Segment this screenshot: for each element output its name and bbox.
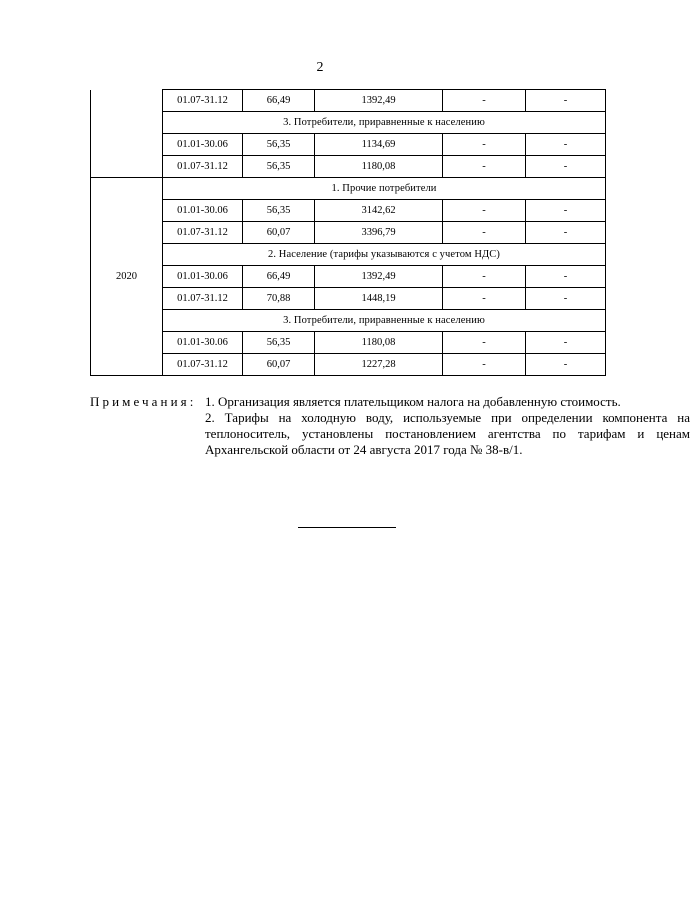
empty-value-cell: - xyxy=(526,200,606,222)
table-row xyxy=(91,200,606,222)
rate-cell: 66,49 xyxy=(243,90,315,112)
table-row xyxy=(91,288,606,310)
rate-cell: 56,35 xyxy=(243,200,315,222)
empty-value-cell: - xyxy=(443,266,526,288)
empty-value-cell: - xyxy=(526,332,606,354)
rate-cell: 60,07 xyxy=(243,354,315,376)
period-cell: 01.07-31.12 xyxy=(163,222,243,244)
empty-value-cell: - xyxy=(526,354,606,376)
page-number: 2 xyxy=(316,60,324,75)
period-cell: 01.01-30.06 xyxy=(163,134,243,156)
rate-cell: 70,88 xyxy=(243,288,315,310)
tariff-cell: 1180,08 xyxy=(315,332,443,354)
rate-cell: 66,49 xyxy=(243,266,315,288)
notes-list xyxy=(205,394,690,458)
section-title: 2. Население (тарифы указываются с учетом НДС) xyxy=(163,244,606,266)
empty-value-cell: - xyxy=(443,90,526,112)
empty-value-cell: - xyxy=(526,222,606,244)
tariff-table xyxy=(90,89,606,376)
empty-value-cell: - xyxy=(526,288,606,310)
table-row xyxy=(91,222,606,244)
period-cell: 01.01-30.06 xyxy=(163,266,243,288)
note-item: 2. Тарифы на холодную воду, используемые при определении компонента на теплоноситель, установлены постановлением агентства по тарифам и ценам Архангельской области от 24 августа 2017 года № 38-в/1. xyxy=(205,410,690,457)
table-row xyxy=(91,266,606,288)
empty-value-cell: - xyxy=(443,354,526,376)
section-row xyxy=(91,112,606,134)
year-cell: 2020 xyxy=(91,178,163,376)
empty-value-cell: - xyxy=(526,266,606,288)
table-row xyxy=(91,354,606,376)
rate-cell: 56,35 xyxy=(243,134,315,156)
tariff-cell: 1180,08 xyxy=(315,156,443,178)
period-cell: 01.07-31.12 xyxy=(163,354,243,376)
table-row xyxy=(91,90,606,112)
period-cell: 01.01-30.06 xyxy=(163,332,243,354)
empty-value-cell: - xyxy=(443,332,526,354)
empty-value-cell: - xyxy=(526,90,606,112)
rate-cell: 60,07 xyxy=(243,222,315,244)
tariff-cell: 1392,49 xyxy=(315,90,443,112)
section-title: 3. Потребители, приравненные к населению xyxy=(163,112,606,134)
section-row xyxy=(91,310,606,332)
empty-value-cell: - xyxy=(443,288,526,310)
section-title: 3. Потребители, приравненные к населению xyxy=(163,310,606,332)
note-item: 1. Организация является плательщиком налога на добавленную стоимость. xyxy=(205,394,621,409)
period-cell: 01.01-30.06 xyxy=(163,200,243,222)
empty-value-cell: - xyxy=(526,134,606,156)
period-cell: 01.07-31.12 xyxy=(163,156,243,178)
tariff-cell: 1134,69 xyxy=(315,134,443,156)
empty-value-cell: - xyxy=(443,156,526,178)
tariff-cell: 1448,19 xyxy=(315,288,443,310)
end-divider xyxy=(298,527,396,528)
section-title: 1. Прочие потребители xyxy=(163,178,606,200)
tariff-cell: 1392,49 xyxy=(315,266,443,288)
empty-value-cell: - xyxy=(443,200,526,222)
tariff-cell: 3396,79 xyxy=(315,222,443,244)
table-row xyxy=(91,156,606,178)
period-cell: 01.07-31.12 xyxy=(163,90,243,112)
table-row xyxy=(91,134,606,156)
section-row xyxy=(91,178,606,200)
empty-value-cell: - xyxy=(443,134,526,156)
empty-value-cell: - xyxy=(443,222,526,244)
empty-value-cell: - xyxy=(526,156,606,178)
year-cell xyxy=(91,90,163,178)
notes-label: Примечания: xyxy=(90,394,197,409)
tariff-cell: 1227,28 xyxy=(315,354,443,376)
period-cell: 01.07-31.12 xyxy=(163,288,243,310)
table-row xyxy=(91,332,606,354)
tariff-cell: 3142,62 xyxy=(315,200,443,222)
section-row xyxy=(91,244,606,266)
rate-cell: 56,35 xyxy=(243,156,315,178)
rate-cell: 56,35 xyxy=(243,332,315,354)
